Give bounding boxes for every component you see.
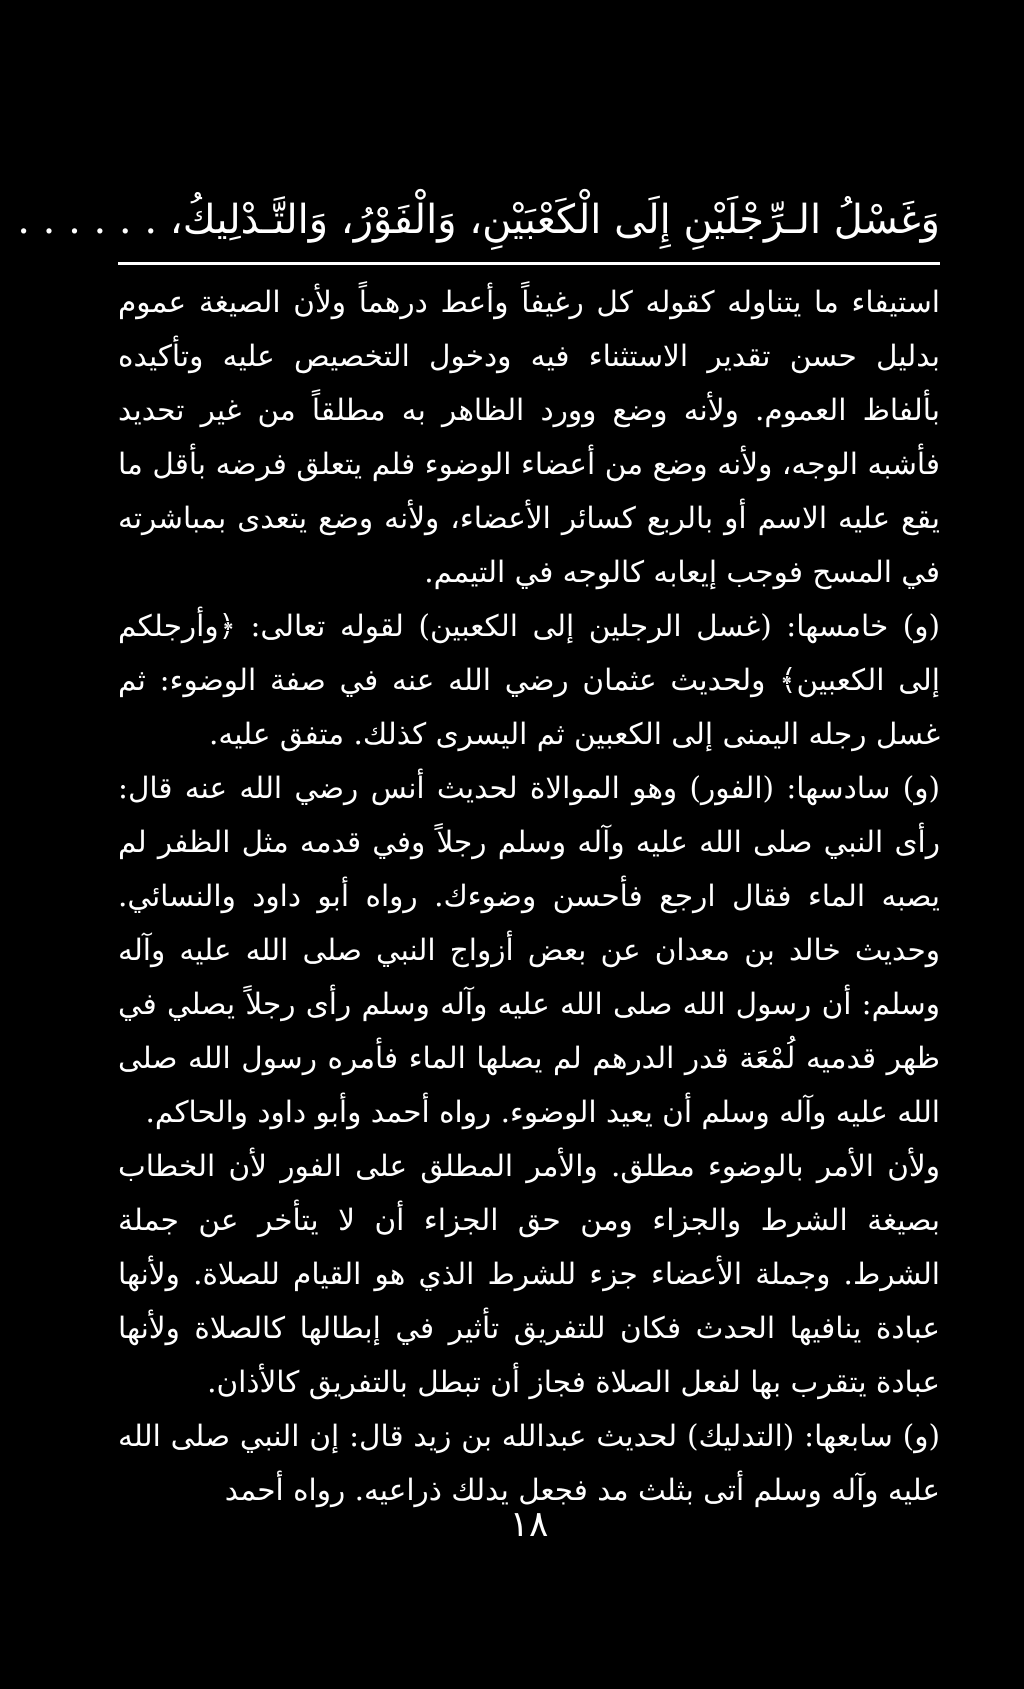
book-page — [17, 180, 940, 1545]
paragraph-immediacy-reasoning: ولأن الأمر بالوضوء مطلق. والأمر المطلق على الفور لأن الخطاب بصيغة الشرط والجزاء ومن حق الجزاء أن لا يتأخر عن جملة الشرط. وجملة الأعضاء جزء للشرط الذي هو القيام للصلاة. ولأنها عبادة ينافيها الحدث فكان للتفريق تأثير في إبطالها كالصلاة ولأنها عبادة يتقرب بها لفعل الصلاة فجاز أن تبطل بالتفريق كالأذان. — [118, 1149, 940, 1399]
body-text — [118, 275, 940, 1517]
heading-divider — [118, 262, 940, 265]
paragraph-rubbing: (و) سابعها: (التدليك) لحديث عبدالله بن زيد قال: إن النبي صلى الله عليه وآله وسلم أتى بثلث مد فجعل يدلك ذراعيه. رواه أحمد — [118, 1419, 940, 1507]
page-number: ١٨ — [509, 1504, 549, 1545]
paragraph-continuity: (و) سادسها: (الفور) وهو الموالاة لحديث أنس رضي الله عنه قال: رأى النبي صلى الله عليه وآله وسلم رجلاً وفي قدمه مثل الظفر لم يصبه الماء فقال ارجع فأحسن وضوءك. رواه أبو داود والنسائي. وحديث خالد بن معدان عن بعض أزواج النبي صلى الله عليه وآله وسلم: أن رسول الله صلى الله عليه وآله وسلم رأى رجلاً يصلي في ظهر قدميه لُمْعَة قدر الدرهم لم يصلها الماء فأمره رسول الله صلى الله عليه وآله وسلم أن يعيد الوضوء. رواه أحمد وأبو داود والحاكم. — [118, 771, 940, 1129]
paragraph-washing-feet: (و) خامسها: (غسل الرجلين إلى الكعبين) لقوله تعالى: ﴿وأرجلكم إلى الكعبين﴾ ولحديث عثمان رضي الله عنه في صفة الوضوء: ثم غسل رجله اليمنى إلى الكعبين ثم اليسرى كذلك. متفق عليه. — [118, 609, 940, 751]
section-heading: وَغَسْلُ الـرِّجْلَيْنِ إِلَى الْكَعْبَيْنِ، وَالْفَوْرُ، وَالتَّـدْلِيكُ، . . . . . . — [17, 197, 940, 243]
paragraph-general-wiping: استيفاء ما يتناوله كقوله كل رغيفاً وأعط درهماً ولأن الصيغة عموم بدليل حسن تقدير الاستثناء فيه ودخول التخصيص عليه وتأكيده بألفاظ العموم. ولأنه وضع وورد الظاهر به مطلقاً من غير تحديد فأشبه الوجه، ولأنه وضع من أعضاء الوضوء فلم يتعلق فرضه بأقل ما يقع عليه الاسم أو بالربع كسائر الأعضاء، ولأنه وضع يتعدى بمباشرته في المسح فوجب إيعابه كالوجه في التيمم. — [118, 285, 940, 589]
